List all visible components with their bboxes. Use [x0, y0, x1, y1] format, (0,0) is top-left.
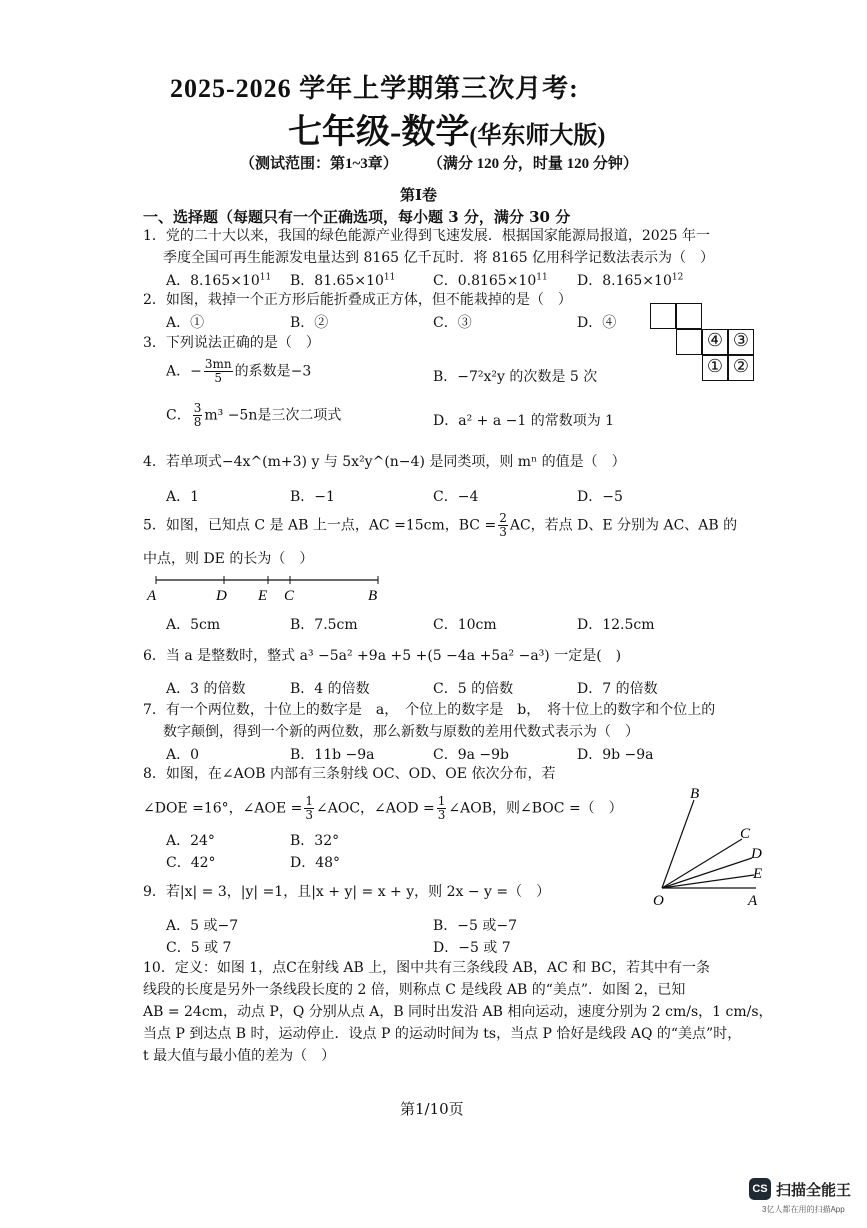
q9-stem: 9．若|x| = 3，|y| =1，且|x + y| = x + y，则 2x − y =（ ）	[143, 884, 551, 900]
q2-option-c: C．③	[433, 315, 472, 331]
label-c: C	[740, 826, 751, 842]
label-e: E	[258, 588, 268, 604]
angle-figure	[648, 784, 768, 910]
ray-oe	[662, 875, 754, 888]
net-cell	[676, 303, 702, 329]
ray-oc	[662, 839, 742, 888]
q5-stem-line2: 中点，则 DE 的长为（ ）	[143, 551, 314, 567]
ray-ob	[662, 800, 694, 888]
net-cell-3: ③	[728, 329, 754, 355]
scanner-tagline: 3亿人都在用的扫描App	[762, 1205, 845, 1214]
net-cell	[650, 303, 676, 329]
q10-stem-line5: t 最大值与最小值的差为（ ）	[143, 1048, 336, 1064]
section-heading: 一、选择题（每题只有一个正确选项，每小题 3 分，满分 30 分	[143, 208, 571, 226]
exam-title: 2025-2026 学年上学期第三次月考:	[170, 74, 579, 103]
q7-option-b: B．11b −9a	[290, 747, 375, 763]
q4-option-c: C．−4	[433, 489, 479, 505]
label-d: D	[216, 588, 227, 604]
q6-option-d: D．7 的倍数	[577, 681, 658, 697]
net-cell-4: ④	[702, 329, 728, 355]
q6-option-a: A．3 的倍数	[166, 681, 246, 697]
label-o: O	[653, 893, 664, 909]
label-b: B	[368, 588, 378, 604]
q7-option-a: A．0	[166, 747, 200, 763]
q8-stem-line1: 8．如图，在∠AOB 内部有三条射线 OC、OD、OE 依次分布，若	[143, 766, 556, 782]
q1-option-b: B．$81.65\times 10^{11}$	[290, 272, 396, 289]
q3-option-c: C． $\frac{3}{8}$ m³ −5n是三次二项式	[166, 401, 342, 429]
q2-stem: 2．如图，栽掉一个正方形后能折叠成正方体，但不能栽掉的是（ ）	[143, 292, 572, 308]
edition-label: (华东师大版)	[469, 123, 606, 149]
q5-option-d: D．12.5cm	[577, 617, 655, 633]
q7-stem-line1: 7．有一个两位数，十位上的数字是 a， 个位上的数字是 b， 将十位上的数字和个位上的	[143, 702, 716, 718]
q3-option-b: B．−7²x²y 的次数是 5 次	[433, 369, 598, 385]
q4-stem: 4．若单项式−4x^(m+3) y 与 5x²y^(n−4) 是同类项，则 mⁿ 的值是（ ）	[143, 454, 626, 470]
scanner-watermark	[749, 1178, 851, 1200]
q1-option-d: D．$8.165\times 10^{12}$	[577, 272, 684, 289]
q1-option-c: C．$0.8165\times 10^{11}$	[433, 272, 548, 289]
ray-od	[662, 858, 752, 888]
q5-option-c: C．10cm	[433, 617, 497, 633]
net-cell-2: ②	[728, 355, 754, 381]
page-number: 第1/10页	[400, 1100, 464, 1118]
q8-option-a: A．24°	[166, 833, 215, 849]
q9-option-b: B．−5 或−7	[433, 918, 518, 934]
q7-option-d: D．9b −9a	[577, 747, 654, 763]
q5-option-a: A．5cm	[166, 617, 221, 633]
q6-stem: 6．当 a 是整数时，整式 a³ −5a² +9a +5 +(5 −4a +5a² −a³) 一定是( )	[143, 648, 622, 664]
exam-info	[240, 152, 638, 173]
q7-stem-line2: 数字颠倒，得到一个新的两位数，那么新数与原数的差用代数式表示为（ ）	[163, 724, 639, 740]
subject-title	[288, 104, 605, 153]
subject-name: 七年级-数学	[288, 114, 470, 151]
q2-option-b: B．②	[290, 315, 329, 331]
q8-option-d: D．48°	[290, 855, 341, 871]
scanner-logo-icon: CS	[749, 1178, 771, 1200]
q4-option-b: B．−1	[290, 489, 335, 505]
q8-option-b: B．32°	[290, 833, 340, 849]
q5-stem-line1: 5．如图，已知点 C 是 AB 上一点，AC =15cm，BC = $\frac{2}{3}$ AC，若点 D、E 分别为 AC、AB 的	[143, 511, 738, 539]
net-cell	[676, 329, 702, 355]
q5-option-b: B．7.5cm	[290, 617, 358, 633]
q2-option-a: A．①	[166, 315, 205, 331]
test-scope: （测试范围：第1~3章）	[240, 156, 398, 172]
q8-stem-line2: ∠DOE =16°，∠AOE = $\frac{1}{3}$ ∠AOC，∠AOD = $\frac{1}{3}$ ∠AOB，则∠BOC =（ ）	[143, 794, 623, 822]
q10-stem-line4: 当点 P 到达点 B 时，运动停止．设点 P 的运动时间为 ts，当点 P 恰好是线段 AQ 的“美点”时，	[143, 1026, 742, 1042]
q9-option-d: D．−5 或 7	[433, 940, 511, 956]
label-c: C	[284, 588, 295, 604]
q10-stem-line1: 10．定义：如图 1，点C在射线 AB 上，图中共有三条线段 AB，AC 和 BC，若其中有一条	[143, 960, 711, 976]
q10-stem-line3: AB = 24cm，动点 P，Q 分别从点 A，B 同时出发沿 AB 相向运动，速度分别为 2 cm/s，1 cm/s，	[143, 1004, 773, 1020]
q4-option-d: D．−5	[577, 489, 623, 505]
label-a: A	[748, 893, 758, 909]
net-cell-1: ①	[702, 355, 728, 381]
q4-option-a: A．1	[166, 489, 200, 505]
q7-option-c: C．9a −9b	[433, 747, 510, 763]
label-b: B	[690, 786, 700, 802]
q8-option-c: C．42°	[166, 855, 216, 871]
q3-stem: 3．下列说法正确的是（ ）	[143, 335, 320, 351]
q6-option-b: B．4 的倍数	[290, 681, 370, 697]
segment-figure	[140, 572, 390, 606]
q1-option-a: A．$8.165\times 10^{11}$	[166, 272, 272, 289]
q1-stem-line2: 季度全国可再生能源发电量达到 8165 亿千瓦时．将 8165 亿用科学记数法表示为（ ）	[163, 250, 715, 266]
score-time: （满分 120 分，时量 120 分钟）	[427, 156, 638, 172]
label-d: D	[751, 846, 762, 862]
label-e: E	[753, 866, 763, 882]
q10-stem-line2: 线段的长度是另外一条线段长度的 2 倍，则称点 C 是线段 AB 的“美点”．如图 2，已知	[143, 982, 686, 998]
q2-option-d: D．④	[577, 315, 617, 331]
q9-option-a: A．5 或−7	[166, 918, 239, 934]
scanner-app-name: 扫描全能王	[776, 1181, 852, 1199]
q1-stem-line1: 1．党的二十大以来，我国的绿色能源产业得到飞速发展．根据国家能源局报道，2025 年一	[143, 228, 710, 244]
q3-option-d: D．a² + a −1 的常数项为 1	[433, 413, 615, 429]
q6-option-c: C．5 的倍数	[433, 681, 514, 697]
label-a: A	[147, 588, 157, 604]
volume-label: 第Ⅰ卷	[400, 186, 438, 204]
q9-option-c: C．5 或 7	[166, 940, 232, 956]
q3-option-a: A．− $\frac{3mn}{5}$ 的系数是−3	[166, 357, 312, 385]
